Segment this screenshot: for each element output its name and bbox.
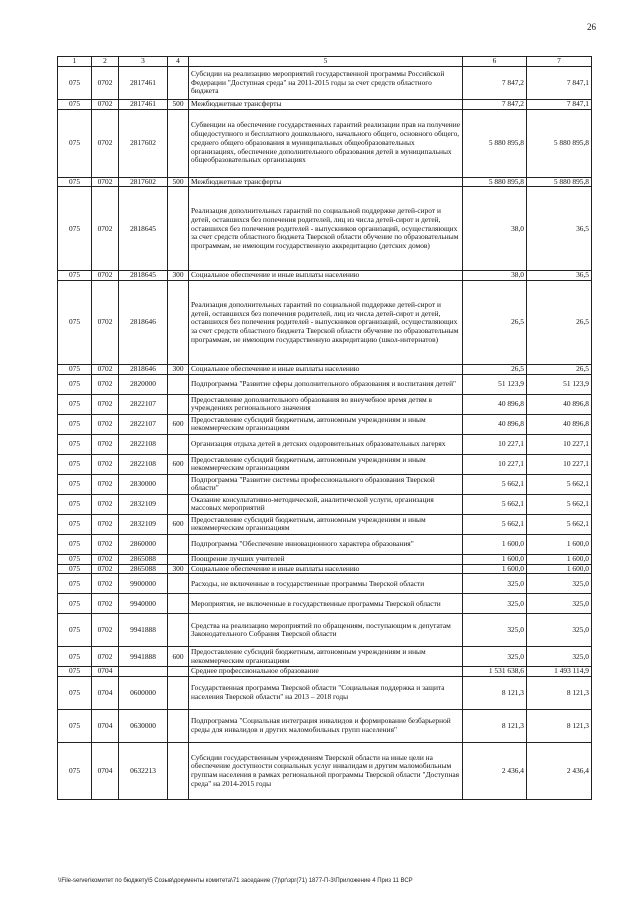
cell-description: Субсидии на реализацию мероприятий государственной программы Российской Федерации "Доступная среда" на 2011-2015 годы за счет средств областного бюджета — [189, 67, 463, 100]
cell-amount-1: 38,0 — [463, 271, 527, 281]
cell-description: Социальное обеспечение и иные выплаты населению — [189, 365, 463, 375]
cell-admin-code: 075 — [58, 374, 92, 394]
cell-description: Реализация дополнительных гарантий по социальной поддержке детей-сирот и детей, оставшихся без попечения родителей, лиц из числа детей-сирот и детей, оставшихся без попечения родителей - выпускников организаций, осуществляющих за счет средств областного бюджета Тверской области обучение по образовательным программам, не имеющим государственную аккредитацию (школ-интернатов) — [189, 281, 463, 365]
cell-description: Подпрограмма "Социальная интеграция инвалидов и формирование безбарьерной среды для инвалидов и других маломобильных групп населения" — [189, 710, 463, 743]
cell-target-article: 2822107 — [119, 394, 168, 414]
cell-expense-type — [168, 667, 189, 677]
cell-amount-1: 40 896,8 — [463, 414, 527, 434]
cell-target-article: 0600000 — [119, 677, 168, 710]
table-row — [58, 614, 592, 647]
cell-description: Субвенции на обеспечение государственных гарантий реализации прав на получение общедоступного и бесплатного дошкольного, начального общего, основного общего, среднего общего образования в муниципальных общеобразовательных организациях, обеспечение дополнительного образования детей в муниципальных общеобразовательных организациях — [189, 109, 463, 177]
cell-expense-type — [168, 474, 189, 494]
cell-description: Реализация дополнительных гарантий по социальной поддержке детей-сирот и детей, оставшихся без попечения родителей, лиц из числа детей-сирот и детей, оставшихся без попечения родителей - выпускников организаций, осуществляющих за счет средств областного бюджета Тверской области обучение по образовательным программам, не имеющим государственную аккредитацию (детских домов) — [189, 187, 463, 271]
cell-amount-1: 1 600,0 — [463, 554, 527, 564]
cell-amount-1: 40 896,8 — [463, 394, 527, 414]
cell-section: 0702 — [92, 365, 119, 375]
cell-amount-2: 5 880 895,8 — [527, 109, 592, 177]
cell-section: 0702 — [92, 614, 119, 647]
cell-amount-1: 51 123,9 — [463, 374, 527, 394]
cell-amount-1: 325,0 — [463, 574, 527, 594]
table-row — [58, 594, 592, 614]
cell-amount-2: 2 436,4 — [527, 743, 592, 800]
cell-expense-type: 600 — [168, 454, 189, 474]
cell-amount-2: 26,5 — [527, 281, 592, 365]
cell-target-article: 2817461 — [119, 100, 168, 110]
cell-amount-1: 325,0 — [463, 594, 527, 614]
cell-admin-code: 075 — [58, 177, 92, 187]
cell-description: Оказание консультативно-методической, аналитической услуги, организация массовых мероприятий — [189, 494, 463, 514]
table-row — [58, 177, 592, 187]
cell-amount-1: 10 227,1 — [463, 454, 527, 474]
cell-admin-code: 075 — [58, 474, 92, 494]
cell-amount-2: 325,0 — [527, 647, 592, 667]
column-header: 5 — [189, 57, 463, 67]
cell-amount-2: 1 493 114,9 — [527, 667, 592, 677]
cell-amount-1: 5 880 895,8 — [463, 109, 527, 177]
cell-amount-2: 325,0 — [527, 574, 592, 594]
cell-amount-2: 1 600,0 — [527, 564, 592, 574]
cell-section: 0702 — [92, 554, 119, 564]
cell-amount-1: 5 880 895,8 — [463, 177, 527, 187]
cell-amount-1: 5 662,1 — [463, 514, 527, 534]
cell-admin-code: 075 — [58, 100, 92, 110]
cell-description: Государственная программа Тверской области "Социальная поддержка и защита населения Тверской области" на 2013 – 2018 годы — [189, 677, 463, 710]
cell-description: Межбюджетные трансферты — [189, 177, 463, 187]
table-row — [58, 574, 592, 594]
cell-expense-type — [168, 594, 189, 614]
budget-table — [57, 56, 592, 800]
cell-section: 0704 — [92, 743, 119, 800]
cell-amount-2: 40 896,8 — [527, 394, 592, 414]
table-row — [58, 100, 592, 110]
cell-expense-type — [168, 67, 189, 100]
cell-admin-code: 075 — [58, 67, 92, 100]
table-row — [58, 454, 592, 474]
cell-section: 0702 — [92, 647, 119, 667]
cell-amount-1: 325,0 — [463, 614, 527, 647]
cell-target-article: 2865088 — [119, 554, 168, 564]
cell-section: 0704 — [92, 667, 119, 677]
cell-amount-2: 5 662,1 — [527, 494, 592, 514]
cell-admin-code: 075 — [58, 271, 92, 281]
table-row — [58, 554, 592, 564]
cell-amount-2: 7 847,1 — [527, 100, 592, 110]
cell-section: 0702 — [92, 514, 119, 534]
cell-section: 0702 — [92, 564, 119, 574]
cell-description: Предоставление субсидий бюджетным, автономным учреждениям и иным некоммерческим организациям — [189, 647, 463, 667]
cell-expense-type: 500 — [168, 100, 189, 110]
column-header: 3 — [119, 57, 168, 67]
table-row — [58, 434, 592, 454]
cell-amount-1: 1 600,0 — [463, 564, 527, 574]
column-header: 6 — [463, 57, 527, 67]
cell-description: Поощрение лучших учителей — [189, 554, 463, 564]
page-number: 26 — [587, 22, 596, 32]
cell-description: Предоставление субсидий бюджетным, автономным учреждениям и иным некоммерческим организациям — [189, 514, 463, 534]
cell-section: 0702 — [92, 454, 119, 474]
cell-amount-2: 1 600,0 — [527, 554, 592, 564]
cell-expense-type: 600 — [168, 647, 189, 667]
cell-expense-type: 600 — [168, 514, 189, 534]
cell-description: Организация отдыха детей в детских оздоровительных образовательных лагерях — [189, 434, 463, 454]
cell-section: 0702 — [92, 594, 119, 614]
cell-amount-2: 5 880 895,8 — [527, 177, 592, 187]
cell-expense-type — [168, 554, 189, 564]
table-row — [58, 271, 592, 281]
cell-section: 0702 — [92, 67, 119, 100]
cell-admin-code: 075 — [58, 564, 92, 574]
cell-description: Субсидии государственным учреждениям Тверской области на иные цели на обеспечение доступности социальных услуг инвалидам и другим маломобильным группам населения в рамках региональной программы Тверской области "Доступная среда" на 2014-2015 годы — [189, 743, 463, 800]
table-row — [58, 474, 592, 494]
cell-target-article: 2820000 — [119, 374, 168, 394]
cell-target-article: 2817461 — [119, 67, 168, 100]
cell-amount-1: 26,5 — [463, 281, 527, 365]
cell-admin-code: 075 — [58, 667, 92, 677]
cell-description: Среднее профессиональное образование — [189, 667, 463, 677]
cell-expense-type — [168, 710, 189, 743]
cell-expense-type — [168, 494, 189, 514]
cell-expense-type — [168, 109, 189, 177]
cell-target-article: 9940000 — [119, 594, 168, 614]
cell-target-article: 2822107 — [119, 414, 168, 434]
cell-admin-code: 075 — [58, 414, 92, 434]
column-header: 2 — [92, 57, 119, 67]
table-row — [58, 187, 592, 271]
cell-expense-type: 500 — [168, 177, 189, 187]
cell-amount-1: 2 436,4 — [463, 743, 527, 800]
cell-section: 0702 — [92, 281, 119, 365]
table-row — [58, 647, 592, 667]
cell-amount-1: 26,5 — [463, 365, 527, 375]
cell-expense-type — [168, 394, 189, 414]
cell-section: 0702 — [92, 394, 119, 414]
table-row — [58, 374, 592, 394]
cell-amount-2: 325,0 — [527, 594, 592, 614]
cell-target-article: 9941888 — [119, 614, 168, 647]
cell-expense-type: 600 — [168, 414, 189, 434]
cell-amount-1: 5 662,1 — [463, 494, 527, 514]
cell-amount-2: 325,0 — [527, 614, 592, 647]
table-row — [58, 710, 592, 743]
cell-expense-type: 300 — [168, 365, 189, 375]
cell-section: 0702 — [92, 271, 119, 281]
cell-expense-type: 300 — [168, 271, 189, 281]
table-row — [58, 67, 592, 100]
cell-target-article: 2830000 — [119, 474, 168, 494]
table-header-row — [58, 57, 592, 67]
cell-expense-type — [168, 281, 189, 365]
cell-amount-1: 1 600,0 — [463, 534, 527, 554]
table-row — [58, 414, 592, 434]
table-row — [58, 743, 592, 800]
cell-target-article: 2832109 — [119, 494, 168, 514]
cell-target-article: 2818645 — [119, 271, 168, 281]
cell-target-article: 2817602 — [119, 109, 168, 177]
table-row — [58, 667, 592, 677]
cell-target-article: 2818645 — [119, 187, 168, 271]
cell-expense-type: 300 — [168, 564, 189, 574]
cell-description: Расходы, не включенные в государственные программы Тверской области — [189, 574, 463, 594]
cell-amount-1: 325,0 — [463, 647, 527, 667]
table-row — [58, 564, 592, 574]
cell-description: Подпрограмма "Развитие системы профессионального образования Тверской области" — [189, 474, 463, 494]
cell-amount-1: 8 121,3 — [463, 677, 527, 710]
cell-expense-type — [168, 434, 189, 454]
cell-section: 0702 — [92, 109, 119, 177]
file-path-footer: \\File-server\комитет по бюджету\5 Созыв\документы комитета\71 заседание (7)\рг\зрг(71) 1877-П-3\Приложение 4 Приз 11 ВСР — [58, 878, 413, 884]
cell-section: 0704 — [92, 677, 119, 710]
cell-expense-type — [168, 614, 189, 647]
cell-admin-code: 075 — [58, 534, 92, 554]
table-row — [58, 677, 592, 710]
cell-target-article — [119, 667, 168, 677]
cell-amount-2: 7 847,1 — [527, 67, 592, 100]
cell-amount-2: 10 227,1 — [527, 434, 592, 454]
cell-amount-2: 5 662,1 — [527, 474, 592, 494]
table-row — [58, 365, 592, 375]
cell-section: 0702 — [92, 494, 119, 514]
cell-section: 0702 — [92, 374, 119, 394]
cell-amount-2: 26,5 — [527, 365, 592, 375]
cell-description: Подпрограмма "Обеспечение инновационного характера образования" — [189, 534, 463, 554]
cell-section: 0702 — [92, 434, 119, 454]
cell-amount-2: 5 662,1 — [527, 514, 592, 534]
cell-admin-code: 075 — [58, 514, 92, 534]
cell-admin-code: 075 — [58, 710, 92, 743]
cell-section: 0702 — [92, 100, 119, 110]
cell-description: Социальное обеспечение и иные выплаты населению — [189, 564, 463, 574]
cell-amount-2: 51 123,9 — [527, 374, 592, 394]
cell-description: Мероприятия, не включенные в государственные программы Тверской области — [189, 594, 463, 614]
column-header: 1 — [58, 57, 92, 67]
table-row — [58, 494, 592, 514]
cell-admin-code: 075 — [58, 677, 92, 710]
cell-admin-code: 075 — [58, 454, 92, 474]
cell-description: Средства на реализацию мероприятий по обращениям, поступающим к депутатам Законодательного Собрания Тверской области — [189, 614, 463, 647]
column-header: 7 — [527, 57, 592, 67]
cell-amount-1: 8 121,3 — [463, 710, 527, 743]
cell-amount-1: 7 847,2 — [463, 100, 527, 110]
cell-admin-code: 075 — [58, 594, 92, 614]
cell-target-article: 2818646 — [119, 365, 168, 375]
table-row — [58, 514, 592, 534]
cell-expense-type — [168, 534, 189, 554]
cell-section: 0702 — [92, 534, 119, 554]
cell-target-article: 9900000 — [119, 574, 168, 594]
column-header: 4 — [168, 57, 189, 67]
cell-admin-code: 075 — [58, 574, 92, 594]
cell-expense-type — [168, 677, 189, 710]
cell-target-article: 2818646 — [119, 281, 168, 365]
cell-target-article: 2832109 — [119, 514, 168, 534]
cell-amount-1: 38,0 — [463, 187, 527, 271]
cell-admin-code: 075 — [58, 394, 92, 414]
cell-expense-type — [168, 374, 189, 394]
cell-expense-type — [168, 187, 189, 271]
cell-amount-2: 36,5 — [527, 271, 592, 281]
cell-admin-code: 075 — [58, 365, 92, 375]
cell-section: 0702 — [92, 574, 119, 594]
cell-section: 0702 — [92, 414, 119, 434]
cell-expense-type — [168, 743, 189, 800]
cell-target-article: 2817602 — [119, 177, 168, 187]
cell-admin-code: 075 — [58, 554, 92, 564]
cell-description: Предоставление субсидий бюджетным, автономным учреждениям и иным некоммерческим организациям — [189, 414, 463, 434]
cell-amount-2: 1 600,0 — [527, 534, 592, 554]
cell-description: Предоставление дополнительного образования во внеучебное время детям в учреждениях регионального значения — [189, 394, 463, 414]
cell-amount-1: 7 847,2 — [463, 67, 527, 100]
cell-amount-1: 5 662,1 — [463, 474, 527, 494]
cell-section: 0702 — [92, 187, 119, 271]
cell-target-article: 0632213 — [119, 743, 168, 800]
cell-amount-2: 8 121,3 — [527, 677, 592, 710]
cell-description: Социальное обеспечение и иные выплаты населению — [189, 271, 463, 281]
cell-admin-code: 075 — [58, 647, 92, 667]
cell-section: 0704 — [92, 710, 119, 743]
cell-expense-type — [168, 574, 189, 594]
cell-admin-code: 075 — [58, 434, 92, 454]
cell-target-article: 2860000 — [119, 534, 168, 554]
cell-description: Подпрограмма "Развитие сферы дополнительного образования и воспитания детей" — [189, 374, 463, 394]
cell-description: Межбюджетные трансферты — [189, 100, 463, 110]
cell-target-article: 2865088 — [119, 564, 168, 574]
table-row — [58, 534, 592, 554]
table-row — [58, 394, 592, 414]
cell-amount-1: 10 227,1 — [463, 434, 527, 454]
cell-target-article: 9941888 — [119, 647, 168, 667]
cell-amount-2: 36,5 — [527, 187, 592, 271]
cell-section: 0702 — [92, 177, 119, 187]
cell-target-article: 0630000 — [119, 710, 168, 743]
cell-amount-2: 10 227,1 — [527, 454, 592, 474]
cell-admin-code: 075 — [58, 187, 92, 271]
cell-admin-code: 075 — [58, 109, 92, 177]
cell-target-article: 2822108 — [119, 454, 168, 474]
cell-target-article: 2822108 — [119, 434, 168, 454]
cell-section: 0702 — [92, 474, 119, 494]
cell-amount-1: 1 531 638,6 — [463, 667, 527, 677]
cell-admin-code: 075 — [58, 614, 92, 647]
cell-description: Предоставление субсидий бюджетным, автономным учреждениям и иным некоммерческим организациям — [189, 454, 463, 474]
cell-admin-code: 075 — [58, 743, 92, 800]
table-row — [58, 109, 592, 177]
cell-admin-code: 075 — [58, 281, 92, 365]
cell-amount-2: 8 121,3 — [527, 710, 592, 743]
cell-admin-code: 075 — [58, 494, 92, 514]
table-row — [58, 281, 592, 365]
cell-amount-2: 40 896,8 — [527, 414, 592, 434]
